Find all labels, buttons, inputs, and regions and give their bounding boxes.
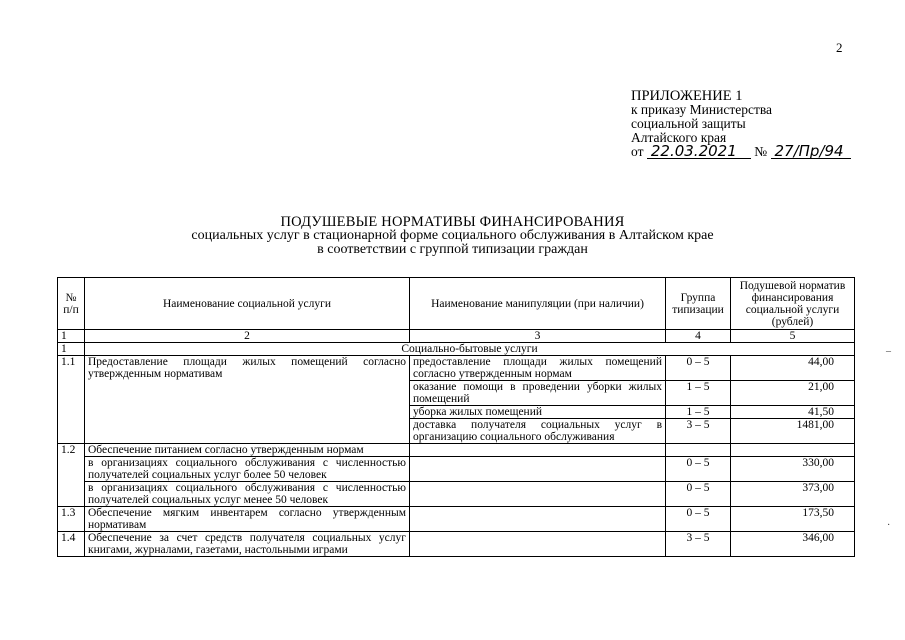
handwritten-number: 27/Пр/94 bbox=[771, 145, 851, 159]
group-value: 0 – 5 bbox=[666, 356, 731, 381]
header-num: № п/п bbox=[58, 278, 85, 330]
group-value: 0 – 5 bbox=[666, 482, 731, 507]
service-name: Обеспечение питанием согласно утвержденным нормам bbox=[85, 444, 410, 457]
margin-dot: · bbox=[887, 520, 891, 531]
norm-value: 346,00 bbox=[731, 532, 855, 557]
norms-table bbox=[57, 277, 855, 557]
manipulation-name bbox=[410, 482, 666, 507]
service-name: Предоставление площади жилых помещений согласно утвержденным нормативам bbox=[85, 356, 410, 444]
row-num: 1.4 bbox=[58, 532, 85, 557]
group-value: 0 – 5 bbox=[666, 507, 731, 532]
header-norm: Подушевой норматив финансирования социальной услуги (рублей) bbox=[731, 278, 855, 330]
header-manipulation: Наименование манипуляции (при наличии) bbox=[410, 278, 666, 330]
appendix-line: социальной защиты bbox=[631, 116, 746, 131]
service-subitem: в организациях социального обслуживания с численностью получателей социальных услуг более 50 человек bbox=[85, 457, 410, 482]
handwritten-date: 22.03.2021 bbox=[647, 145, 751, 159]
manipulation-name bbox=[410, 457, 666, 482]
row-num: 1.3 bbox=[58, 507, 85, 532]
norm-value: 1481,00 bbox=[731, 419, 855, 444]
section-title: Социально-бытовые услуги bbox=[85, 343, 855, 356]
norm-value: 21,00 bbox=[731, 381, 855, 406]
appendix-title: ПРИЛОЖЕНИЕ 1 bbox=[631, 88, 743, 104]
norm-value: 373,00 bbox=[731, 482, 855, 507]
table-row bbox=[58, 444, 855, 457]
document-subtitle: в соответствии с группой типизации граждан bbox=[317, 242, 588, 257]
table-row bbox=[58, 482, 855, 507]
col-number: 2 bbox=[85, 330, 410, 343]
row-num: 1.1 bbox=[58, 356, 85, 444]
manipulation-name: оказание помощи в проведении уборки жилых помещений bbox=[410, 381, 666, 406]
col-number: 5 bbox=[731, 330, 855, 343]
header-group: Группа типизации bbox=[666, 278, 731, 330]
document-heading bbox=[0, 215, 905, 257]
manipulation-name: предоставление площади жилых помещений согласно утвержденным нормам bbox=[410, 356, 666, 381]
appendix-line: Алтайского края bbox=[631, 130, 727, 145]
number-prefix: № bbox=[754, 144, 768, 159]
table-row bbox=[58, 507, 855, 532]
page-number: 2 bbox=[836, 40, 843, 55]
header-service: Наименование социальной услуги bbox=[85, 278, 410, 330]
group-value: 1 – 5 bbox=[666, 381, 731, 406]
manipulation-name: доставка получателя социальных услуг в организацию социального обслуживания bbox=[410, 419, 666, 444]
table-row bbox=[58, 457, 855, 482]
norm-value: 41,50 bbox=[731, 406, 855, 419]
service-subitem: в организациях социального обслуживания с численностью получателей социальных услуг менее 50 человек bbox=[85, 482, 410, 507]
col-number: 3 bbox=[410, 330, 666, 343]
table-row bbox=[58, 532, 855, 557]
group-value: 3 – 5 bbox=[666, 532, 731, 557]
norm-value: 44,00 bbox=[731, 356, 855, 381]
manipulation-name bbox=[410, 532, 666, 557]
group-value: 0 – 5 bbox=[666, 457, 731, 482]
row-num: 1.2 bbox=[58, 444, 85, 507]
group-value: 1 – 5 bbox=[666, 406, 731, 419]
norm-value bbox=[731, 444, 855, 457]
norm-value: 173,50 bbox=[731, 507, 855, 532]
service-name: Обеспечение за счет средств получателя социальных услуг книгами, журналами, газетами, настольными играми bbox=[85, 532, 410, 557]
appendix-block bbox=[631, 89, 851, 159]
document-title: ПОДУШЕВЫЕ НОРМАТИВЫ ФИНАНСИРОВАНИЯ bbox=[280, 214, 625, 230]
section-num: 1 bbox=[58, 343, 85, 356]
margin-dash: – bbox=[886, 346, 891, 357]
manipulation-name: уборка жилых помещений bbox=[410, 406, 666, 419]
norm-value: 330,00 bbox=[731, 457, 855, 482]
group-value bbox=[666, 444, 731, 457]
appendix-date-line bbox=[631, 142, 851, 160]
column-number-row bbox=[58, 330, 855, 343]
date-prefix: от bbox=[631, 144, 644, 159]
section-row bbox=[58, 343, 855, 356]
service-name: Обеспечение мягким инвентарем согласно утвержденным нормативам bbox=[85, 507, 410, 532]
col-number: 1 bbox=[58, 330, 85, 343]
manipulation-name bbox=[410, 444, 666, 457]
table-row bbox=[58, 356, 855, 381]
appendix-line: к приказу Министерства bbox=[631, 102, 773, 117]
manipulation-name bbox=[410, 507, 666, 532]
group-value: 3 – 5 bbox=[666, 419, 731, 444]
document-subtitle: социальных услуг в стационарной форме социального обслуживания в Алтайском крае bbox=[191, 228, 714, 243]
col-number: 4 bbox=[666, 330, 731, 343]
table-header-row bbox=[58, 278, 855, 330]
